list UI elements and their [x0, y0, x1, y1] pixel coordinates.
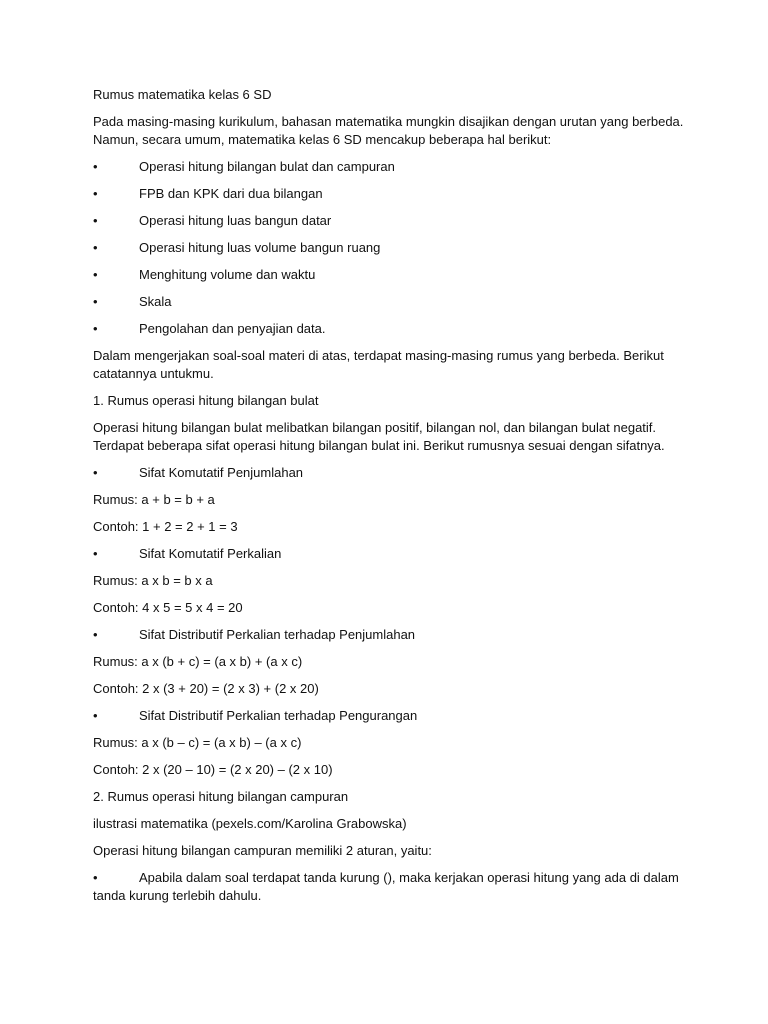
- list-item: [93, 239, 693, 257]
- property-block: [93, 464, 693, 536]
- bullet-icon: •: [93, 159, 98, 174]
- list-item: [93, 320, 693, 338]
- list-item: [93, 185, 693, 203]
- bullet-icon: •: [93, 465, 98, 480]
- property-name: Sifat Distributif Perkalian terhadap Penjumlahan: [139, 627, 416, 642]
- list-item-text: Pengolahan dan penyajian data.: [139, 321, 326, 336]
- intro-paragraph: Pada masing-masing kurikulum, bahasan matematika mungkin disajikan dengan urutan yang berbeda. Namun, secara umum, matematika kelas 6 SD mencakup beberapa hal berikut:: [93, 114, 684, 147]
- list-item-text: Menghitung volume dan waktu: [139, 267, 316, 282]
- document-page: [93, 86, 693, 914]
- list-item-text: Operasi hitung luas volume bangun ruang: [139, 240, 381, 255]
- bullet-icon: •: [93, 321, 98, 336]
- section1-heading: 1. Rumus operasi hitung bilangan bulat: [93, 393, 319, 408]
- property-block: [93, 545, 693, 617]
- bullet-icon: •: [93, 213, 98, 228]
- property-block: [93, 626, 693, 698]
- list-item-text: Operasi hitung luas bangun datar: [139, 213, 332, 228]
- doc-title: Rumus matematika kelas 6 SD: [93, 87, 272, 102]
- list-item: [93, 212, 693, 230]
- property-example: Contoh: 2 x (3 + 20) = (2 x 3) + (2 x 20): [93, 681, 319, 696]
- bullet-icon: •: [93, 186, 98, 201]
- after-topics-paragraph: Dalam mengerjakan soal-soal materi di atas, terdapat masing-masing rumus yang berbeda. Berikut catatannya untukmu.: [93, 348, 664, 381]
- topic-list: [93, 158, 693, 338]
- rule-text: Apabila dalam soal terdapat tanda kurung (), maka kerjakan operasi hitung yang ada di dalam tanda kurung terlebih dahulu.: [93, 870, 679, 903]
- property-block: [93, 707, 693, 779]
- property-name: Sifat Komutatif Penjumlahan: [139, 465, 304, 480]
- section2-heading: 2. Rumus operasi hitung bilangan campuran: [93, 789, 349, 804]
- property-example: Contoh: 2 x (20 – 10) = (2 x 20) – (2 x 10): [93, 762, 333, 777]
- bullet-icon: •: [93, 267, 98, 282]
- property-formula: Rumus: a + b = b + a: [93, 492, 215, 507]
- property-name-item: [93, 707, 693, 725]
- property-formula: Rumus: a x (b – c) = (a x b) – (a x c): [93, 735, 302, 750]
- property-name-item: [93, 464, 693, 482]
- property-name-item: [93, 545, 693, 563]
- list-item: [93, 293, 693, 311]
- bullet-icon: •: [93, 546, 98, 561]
- list-item-text: Skala: [139, 294, 172, 309]
- list-item: [93, 158, 693, 176]
- image-caption: ilustrasi matematika (pexels.com/Karolina Grabowska): [93, 816, 407, 831]
- property-example: Contoh: 4 x 5 = 5 x 4 = 20: [93, 600, 243, 615]
- rule-item: [93, 869, 693, 905]
- section2-intro: Operasi hitung bilangan campuran memiliki 2 aturan, yaitu:: [93, 843, 432, 858]
- list-item-text: Operasi hitung bilangan bulat dan campuran: [139, 159, 395, 174]
- property-example: Contoh: 1 + 2 = 2 + 1 = 3: [93, 519, 238, 534]
- bullet-icon: •: [93, 627, 98, 642]
- bullet-icon: •: [93, 240, 98, 255]
- bullet-icon: •: [93, 294, 98, 309]
- property-name-item: [93, 626, 693, 644]
- property-name: Sifat Komutatif Perkalian: [139, 546, 282, 561]
- property-name: Sifat Distributif Perkalian terhadap Pengurangan: [139, 708, 418, 723]
- list-item: [93, 266, 693, 284]
- section1-intro: Operasi hitung bilangan bulat melibatkan bilangan positif, bilangan nol, dan bilangan bulat negatif. Terdapat beberapa sifat operasi hitung bilangan bulat ini. Berikut rumusnya sesuai dengan sifatnya.: [93, 420, 665, 453]
- property-formula: Rumus: a x b = b x a: [93, 573, 213, 588]
- list-item-text: FPB dan KPK dari dua bilangan: [139, 186, 323, 201]
- bullet-icon: •: [93, 870, 98, 885]
- property-formula: Rumus: a x (b + c) = (a x b) + (a x c): [93, 654, 303, 669]
- bullet-icon: •: [93, 708, 98, 723]
